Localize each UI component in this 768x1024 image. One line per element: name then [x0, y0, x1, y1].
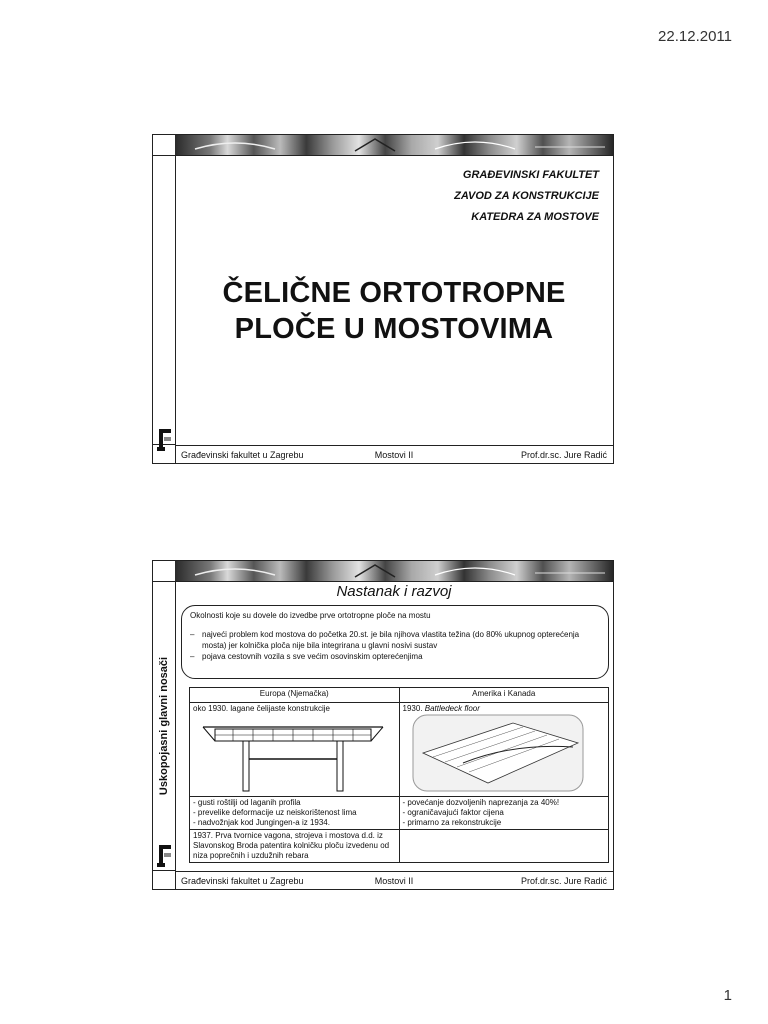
europe-note: - prevelike deformacije uz neiskorištenost lima	[193, 808, 357, 817]
footer-institution: Građevinski fakultet u Zagrebu	[181, 875, 304, 886]
america-note: - ograničavajući faktor cijena	[402, 808, 504, 817]
europe-note: - nadvožnjak kod Jungingen-a iz 1934.	[193, 818, 330, 827]
slide-history	[152, 560, 614, 890]
europe-note: - gusti roštilji od laganih profila	[193, 798, 301, 807]
america-image-cell	[399, 703, 609, 797]
europe-notes	[190, 797, 400, 830]
america-note: - primarno za rekonstrukcije	[402, 818, 502, 827]
column-header-america: Amerika i Kanada	[399, 688, 609, 703]
footer-author: Prof.dr.sc. Jure Radić	[520, 449, 607, 460]
institution-block	[454, 165, 599, 228]
reason-bullet: – pojava cestovnih vozila s sve većim osovinskim opterećenjima	[190, 652, 423, 661]
reasons-box	[181, 605, 609, 679]
side-section-title: Uskopojasni glavni nosači	[158, 656, 170, 796]
footer-author: Prof.dr.sc. Jure Radić	[520, 875, 607, 886]
reasons-intro: Okolnosti koje su dovele do izvedbe prve ortotropne ploče na mostu	[190, 611, 431, 620]
slide-footer	[175, 445, 613, 463]
institution-line: ZAVOD ZA KONSTRUKCIJE	[454, 190, 599, 202]
print-date: 22.12.2011	[658, 28, 732, 45]
america-caption: 1930. Battledeck floor	[402, 704, 480, 713]
title-line: ČELIČNE ORTOTROPNE	[222, 277, 566, 309]
footer-institution: Građevinski fakultet u Zagrebu	[181, 449, 304, 460]
europe-caption: oko 1930. lagane čelijaste konstrukcije	[193, 704, 330, 713]
slide-left-bar	[153, 561, 176, 889]
empty-cell	[399, 830, 609, 863]
column-header-europe: Europa (Njemačka)	[190, 688, 400, 703]
slide-left-bar	[153, 135, 176, 463]
slide-footer	[175, 871, 613, 889]
footer-course: Mostovi II	[374, 449, 414, 460]
faculty-logo-icon	[155, 425, 173, 455]
institution-line: KATEDRA ZA MOSTOVE	[471, 211, 599, 223]
bridge-photo-banner	[175, 561, 613, 582]
bridge-photo-banner	[175, 135, 613, 156]
footer-course: Mostovi II	[374, 875, 414, 886]
slide-title	[152, 134, 614, 464]
america-note: - povećanje dozvoljenih naprezanja za 40%!	[402, 798, 560, 807]
america-notes	[399, 797, 609, 830]
slide-title: Nastanak i razvoj	[336, 583, 452, 600]
institution-line: GRAĐEVINSKI FAKULTET	[462, 169, 599, 181]
patent-note: 1937. Prva tvornice vagona, strojeva i mostova d.d. iz Slavonskog Broda patentira kolničku ploču izvedenu od niza poprečnih i uzdužnih rebara	[190, 830, 400, 863]
faculty-logo-icon	[155, 841, 173, 871]
reason-bullet: – najveći problem kod mostova do početka 20.st. je bila njihova vlastita težina (do 80% ukupnog opterećenja mosta) jer kolnička ploča nije bila integrirana u glavni nosivi sustav	[190, 630, 580, 650]
title-line: PLOČE U MOSTOVIMA	[234, 313, 554, 345]
page-number: 1	[723, 987, 732, 1004]
slide-main-title	[175, 275, 613, 347]
comparison-table	[189, 687, 609, 863]
europe-image-cell	[190, 703, 400, 797]
battledeck-floor-drawing	[403, 713, 603, 793]
cellular-deck-section-drawing	[193, 713, 393, 793]
